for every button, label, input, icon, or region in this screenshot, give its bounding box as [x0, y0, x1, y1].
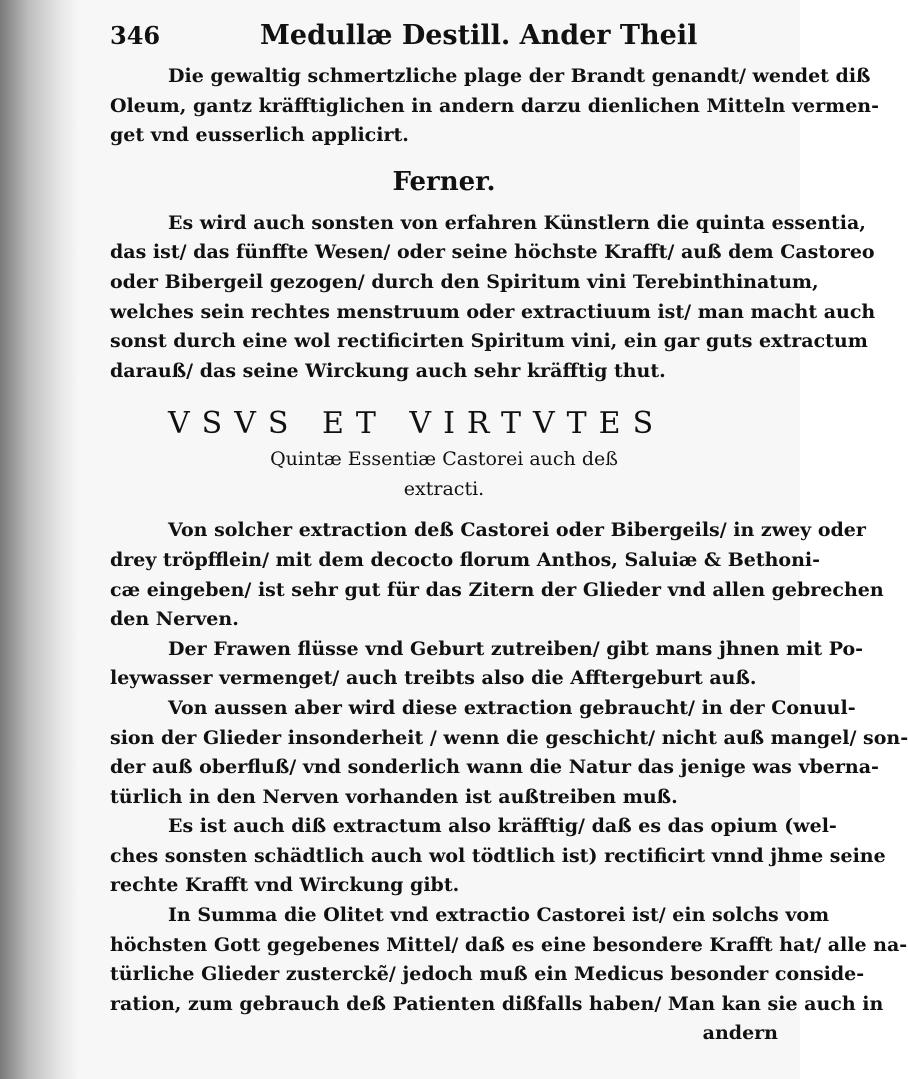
section-subtitle-2: extracti. [403, 478, 485, 501]
page-text-block [110, 10, 908, 1049]
text-line: höchsten Gott gegebenes Mittel/ daß es eine besondere Krafft hat/ alle na- [110, 933, 908, 956]
text-line: ration, zum gebrauch deß Patienten dißfalls haben/ Man kan sie auch in [110, 992, 884, 1015]
text-line: der auß oberfluß/ vnd sonderlich wann die Natur das jenige was vberna- [110, 756, 879, 779]
text-line: Von aussen aber wird diese extraction gebraucht/ in der Conuul- [168, 696, 856, 719]
paragraph-opium [110, 812, 886, 901]
text-line: türlich in den Nerven vorhanden ist außtreiben muß. [110, 785, 678, 808]
catchword: andern [702, 1022, 778, 1045]
section-subtitle: Quintæ Essentiæ Castorei auch deß [270, 448, 618, 471]
text-line: welches sein rechtes menstruum oder extractiuum ist/ man macht auch [110, 300, 876, 323]
paragraph-extraction [110, 516, 884, 634]
text-line: sion der Glieder insonderheit / wenn die geschicht/ nicht auß mangel/ son- [110, 726, 908, 749]
paragraph-brand [110, 62, 880, 151]
text-line: Es wird auch sonsten von erfahren Künstlern die quinta essentia, [168, 211, 866, 234]
paragraph-quinta-essentia [110, 209, 876, 387]
page-gutter-shadow [0, 0, 80, 1079]
page-number: 346 [110, 21, 161, 50]
text-line: sonst durch eine wol rectificirten Spiritum vini, ein gar guts extractum [110, 330, 868, 353]
running-title: Medullæ Destill. Ander Theil [260, 20, 698, 51]
text-line: get vnd eusserlich applicirt. [110, 124, 409, 147]
section-title: VSVS ET VIRTVTES [168, 406, 666, 442]
heading-ferner: Ferner. [392, 166, 496, 197]
text-line: oder Bibergeil gezogen/ durch den Spiritum vini Terebinthinatum, [110, 270, 819, 293]
text-line: das ist/ das fünffte Wesen/ oder seine höchste Krafft/ auß dem Castoreo [110, 241, 875, 264]
text-line: cæ eingeben/ ist sehr gut für das Zitern der Glieder vnd allen gebrechen [110, 578, 884, 601]
text-line: darauß/ das seine Wirckung auch sehr kräfftig thut. [110, 359, 666, 382]
text-line: Es ist auch diß extractum also kräfftig/ daß es das opium (wel- [168, 815, 837, 838]
text-line: Oleum, gantz kräfftiglichen in andern darzu dienlichen Mitteln vermen- [110, 94, 880, 117]
paragraph-in-summa [110, 901, 908, 1019]
text-line: türliche Glieder zusterckẽ/ jedoch muß ein Medicus besonder conside- [110, 963, 865, 986]
text-line: rechte Krafft vnd Wirckung gibt. [110, 874, 460, 897]
paragraph-frawen [110, 635, 864, 694]
text-line: Die gewaltig schmertzliche plage der Brandt genandt/ wendet diß [168, 65, 871, 87]
text-line: Von solcher extraction deß Castorei oder Bibergeils/ in zwey oder [168, 519, 866, 542]
text-line: leywasser vermenget/ auch treibts also die Afftergeburt auß. [110, 667, 757, 690]
paragraph-von-aussen [110, 694, 908, 812]
text-line: Der Frawen flüsse vnd Geburt zutreiben/ gibt mans jhnen mit Po- [168, 637, 864, 660]
text-line: In Summa die Olitet vnd extractio Castorei ist/ ein solchs vom [168, 904, 830, 927]
page-header [110, 10, 778, 62]
text-line: drey tröpfflein/ mit dem decocto florum Anthos, Saluiæ & Bethoni- [110, 548, 821, 571]
text-line: den Nerven. [110, 608, 239, 631]
text-line: ches sonsten schädtlich auch wol tödtlich ist) rectificirt vnnd jhme seine [110, 844, 886, 867]
